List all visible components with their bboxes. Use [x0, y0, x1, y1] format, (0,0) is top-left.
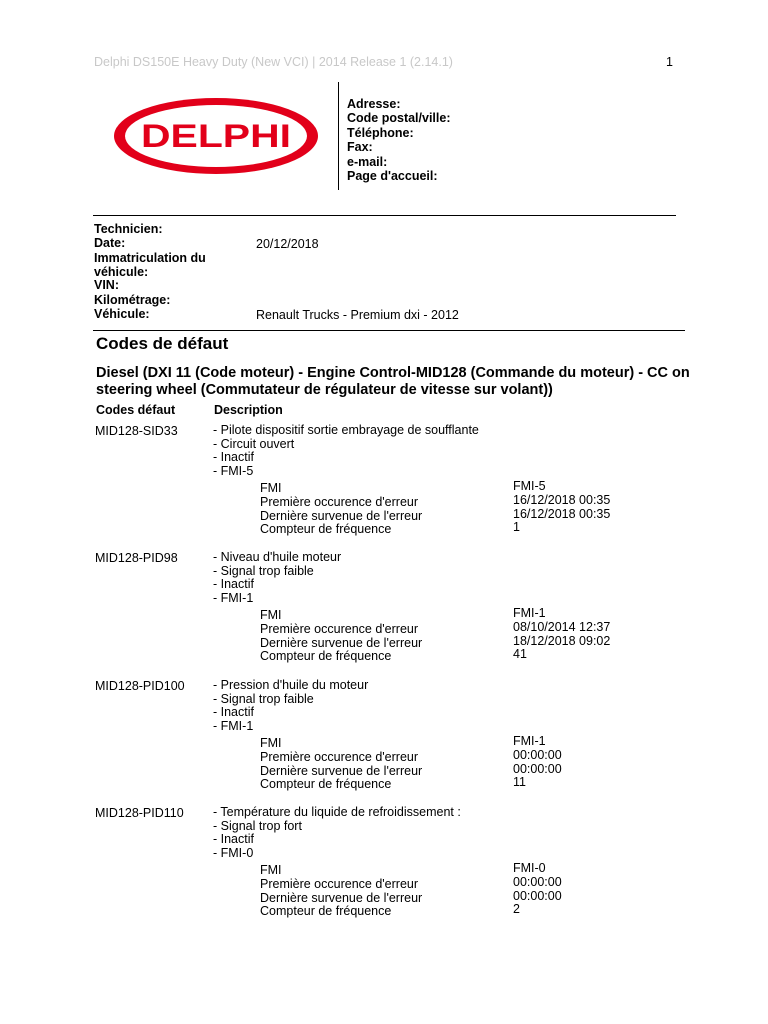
fault-description-line: - Signal trop faible — [213, 563, 314, 578]
frequency-counter-value: 1 — [513, 520, 520, 535]
frequency-counter-value: 41 — [513, 647, 527, 662]
frequency-counter-value: 11 — [513, 775, 526, 790]
fault-description — [213, 806, 461, 860]
fault-description-line: - Inactif — [213, 832, 254, 847]
fault-description-line: - Inactif — [213, 577, 254, 592]
page-number: 1 — [666, 55, 673, 69]
fault-description-line: - Circuit ouvert — [213, 436, 295, 451]
frequency-counter-label: Compteur de fréquence — [260, 522, 392, 537]
contact-divider — [338, 82, 339, 190]
date-label: Date: — [94, 236, 126, 250]
fmi-value: FMI-1 — [513, 606, 546, 620]
fmi-label: FMI — [260, 736, 282, 750]
postal-city-label: Code postal/ville: — [347, 111, 451, 126]
contact-block — [347, 97, 451, 183]
document-header-title: Delphi DS150E Heavy Duty (New VCI) | 2014 Release 1 (2.14.1) — [94, 55, 453, 69]
first-occurrence-label: Première occurence d'erreur — [260, 621, 419, 636]
column-header-code: Codes défaut — [96, 403, 176, 417]
fault-detail-values — [513, 607, 610, 662]
last-occurrence-value: 00:00:00 — [513, 888, 562, 903]
fault-detail-labels — [260, 864, 422, 919]
vehicle-value: Renault Trucks - Premium dxi - 2012 — [256, 308, 459, 322]
fault-detail-values — [513, 862, 562, 917]
delphi-logo — [112, 96, 320, 176]
fmi-value: FMI-5 — [513, 479, 546, 493]
fault-description-line: - Pression d'huile du moteur — [213, 678, 369, 692]
fault-detail-labels — [260, 609, 422, 664]
fmi-value: FMI-1 — [513, 734, 546, 748]
first-occurrence-value: 16/12/2018 00:35 — [513, 492, 611, 507]
last-occurrence-label: Dernière survenue de l'erreur — [260, 508, 423, 523]
first-occurrence-value: 00:00:00 — [513, 874, 562, 889]
fault-description — [213, 424, 479, 478]
last-occurrence-value: 16/12/2018 00:35 — [513, 506, 611, 521]
fault-description-line: - FMI-5 — [213, 463, 254, 478]
fault-description-line: - Niveau d'huile moteur — [213, 550, 342, 564]
first-occurrence-value: 00:00:00 — [513, 747, 562, 762]
fault-description-line: - Inactif — [213, 705, 254, 720]
ecu-title: Diesel (DXI 11 (Code moteur) - Engine Control-MID128 (Commande du moteur) - CC on steering wheel (Commutateur de régulateur de vitesse sur volant)) — [96, 365, 690, 398]
fault-code: MID128-PID110 — [95, 806, 184, 820]
last-occurrence-value: 18/12/2018 09:02 — [513, 633, 611, 648]
fmi-value: FMI-0 — [513, 861, 546, 875]
first-occurrence-label: Première occurence d'erreur — [260, 749, 419, 764]
fmi-label: FMI — [260, 608, 282, 622]
fault-description — [213, 679, 368, 733]
frequency-counter-value: 2 — [513, 902, 520, 917]
first-occurrence-label: Première occurence d'erreur — [260, 876, 419, 891]
info-bottom-divider — [93, 330, 685, 331]
svg-text:DELPHI: DELPHI — [141, 118, 291, 154]
fault-description-line: - Inactif — [213, 450, 254, 465]
plate-label: Immatriculation du véhicule: — [94, 251, 206, 279]
last-occurrence-label: Dernière survenue de l'erreur — [260, 763, 423, 778]
last-occurrence-value: 00:00:00 — [513, 761, 562, 776]
fault-description-line: - Signal trop faible — [213, 691, 314, 706]
email-label: e-mail: — [347, 154, 388, 169]
phone-label: Téléphone: — [347, 125, 414, 140]
frequency-counter-label: Compteur de fréquence — [260, 904, 392, 919]
fault-code: MID128-PID98 — [95, 551, 178, 565]
fault-description — [213, 551, 341, 605]
fault-detail-values — [513, 735, 562, 790]
fault-description-line: - Température du liquide de refroidissement : — [213, 805, 461, 819]
info-top-divider — [93, 215, 676, 216]
first-occurrence-label: Première occurence d'erreur — [260, 494, 419, 509]
fault-detail-labels — [260, 482, 422, 537]
first-occurrence-value: 08/10/2014 12:37 — [513, 619, 611, 634]
last-occurrence-label: Dernière survenue de l'erreur — [260, 890, 423, 905]
frequency-counter-label: Compteur de fréquence — [260, 649, 392, 664]
address-label: Adresse: — [347, 97, 401, 111]
vehicle-label: Véhicule: — [94, 307, 150, 321]
mileage-label: Kilométrage: — [94, 293, 171, 307]
fault-detail-values — [513, 480, 610, 535]
fax-label: Fax: — [347, 140, 373, 155]
section-title: Codes de défaut — [96, 334, 229, 353]
last-occurrence-label: Dernière survenue de l'erreur — [260, 635, 423, 650]
vin-label: VIN: — [94, 278, 119, 292]
date-value: 20/12/2018 — [256, 237, 319, 251]
fault-code: MID128-PID100 — [95, 679, 185, 693]
homepage-label: Page d'accueil: — [347, 169, 438, 184]
fault-description-line: - FMI-1 — [213, 718, 254, 733]
technician-label: Technicien: — [94, 222, 163, 236]
frequency-counter-label: Compteur de fréquence — [260, 777, 392, 792]
fault-description-line: - FMI-0 — [213, 845, 254, 860]
fmi-label: FMI — [260, 481, 282, 495]
fault-description-line: - FMI-1 — [213, 590, 254, 605]
fault-description-line: - Signal trop fort — [213, 818, 302, 833]
fmi-label: FMI — [260, 863, 282, 877]
fault-detail-labels — [260, 737, 422, 792]
column-header-description: Description — [214, 403, 283, 417]
fault-description-line: - Pilote dispositif sortie embrayage de soufflante — [213, 423, 479, 437]
fault-code: MID128-SID33 — [95, 424, 178, 438]
